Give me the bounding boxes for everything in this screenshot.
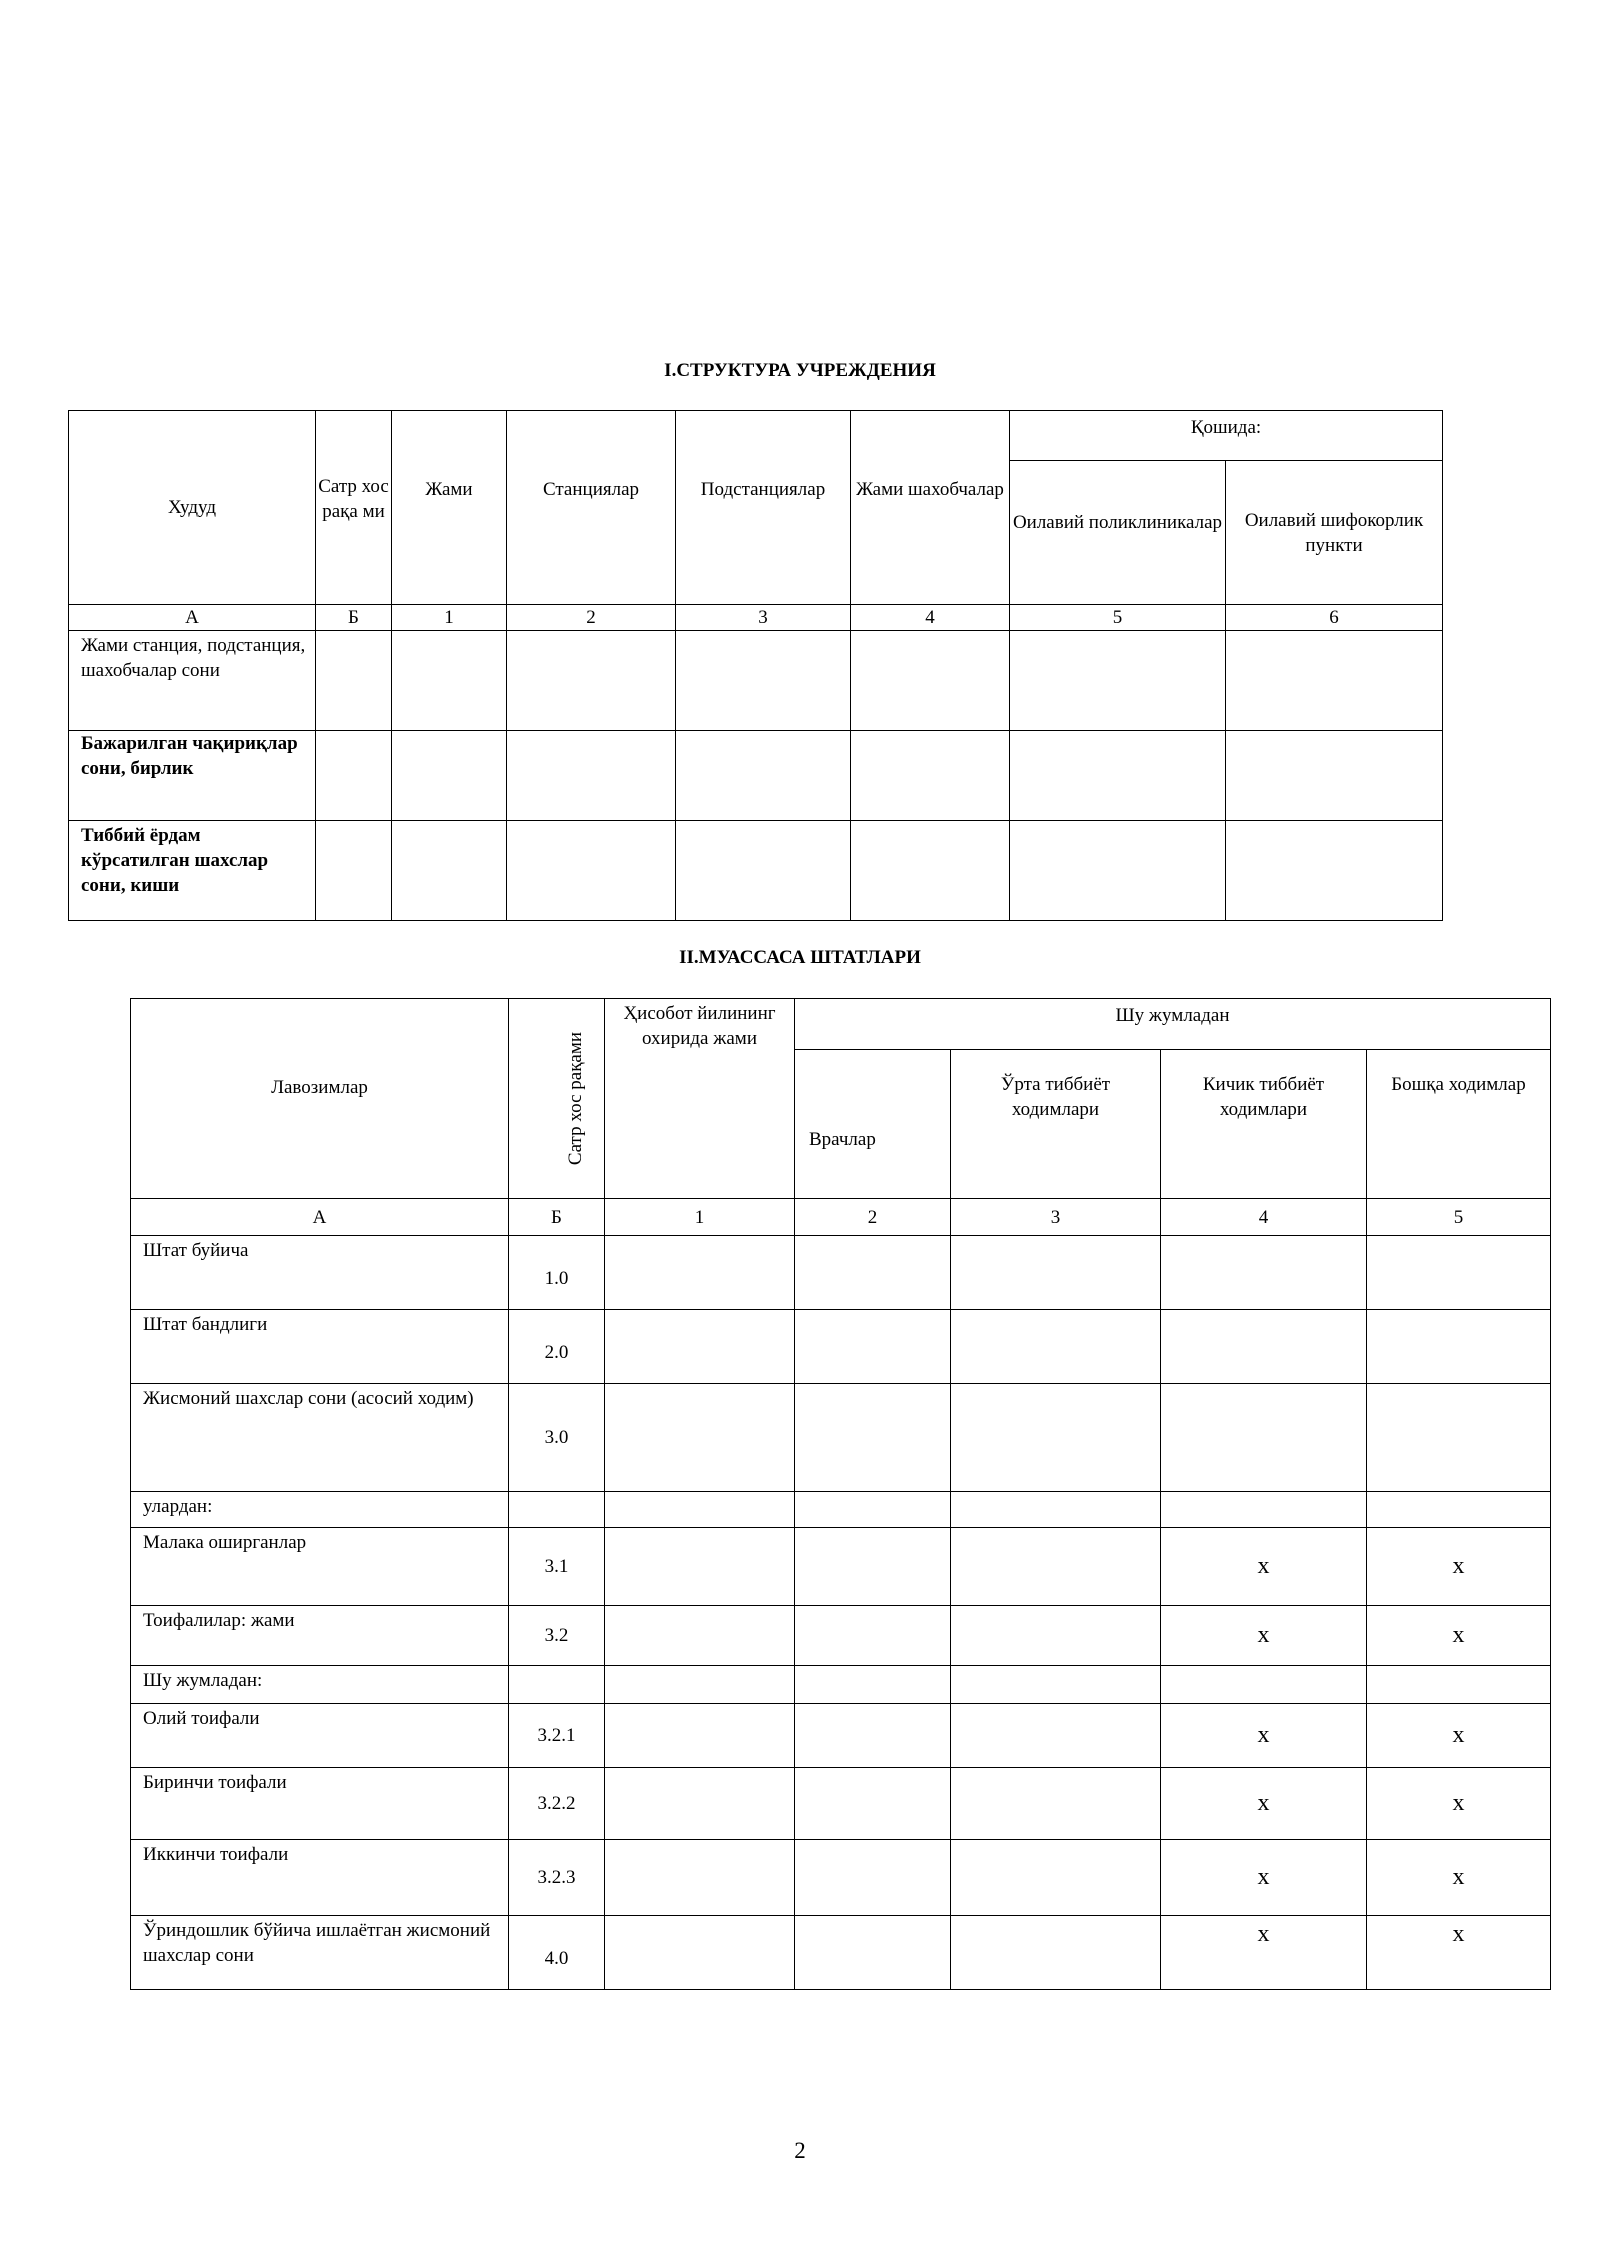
table-row [131,1492,1551,1528]
cell [605,1704,795,1768]
cell [1161,1236,1367,1310]
cell [507,821,676,921]
cell [676,631,851,731]
cell [851,631,1010,731]
cell [951,1606,1161,1666]
cell [605,1666,795,1704]
header-row-code [509,999,605,1199]
row-code: 3.1 [509,1528,605,1606]
cell [951,1704,1161,1768]
row-code [509,1492,605,1528]
cell [795,1310,951,1384]
cell [1226,631,1443,731]
row-label: Шу жумладан: [131,1666,509,1704]
column-key: Б [509,1199,605,1236]
table-row [69,821,1443,921]
cell [605,1840,795,1916]
row-code [509,1666,605,1704]
structure-table [68,410,1443,921]
header-family-medical-points: Оилавий шифокорлик пункти [1226,461,1443,605]
cell [1367,1666,1551,1704]
cell-x-mark: х [1367,1704,1551,1768]
cell [1226,821,1443,921]
cell-x-mark: х [1367,1840,1551,1916]
cell [507,631,676,731]
row-code: 4.0 [509,1916,605,1990]
header-row-code: Сатр хос рақа ми [316,411,392,605]
cell-x-mark: х [1367,1606,1551,1666]
column-key-row [69,605,1443,631]
cell [951,1666,1161,1704]
cell [1161,1492,1367,1528]
cell-x-mark: х [1161,1528,1367,1606]
table-row [131,1528,1551,1606]
staff-table [130,998,1551,1990]
cell [392,821,507,921]
row-label: Жами станция, подстанция, шахобчалар сони [69,631,316,731]
cell [392,731,507,821]
cell [851,731,1010,821]
header-total-branches: Жами шахобчалар [851,411,1010,605]
cell [951,1840,1161,1916]
column-key: 6 [1226,605,1443,631]
header-positions: Лавозимлар [131,999,509,1199]
column-key: А [69,605,316,631]
column-key: Б [316,605,392,631]
row-code: 2.0 [509,1310,605,1384]
cell [316,631,392,731]
header-total-year-end: Ҳисобот йилининг охирида жами [605,999,795,1199]
table-row [131,1840,1551,1916]
cell [1367,1492,1551,1528]
cell [1367,1236,1551,1310]
row-label: улардан: [131,1492,509,1528]
header-row-code-text: Сатр хос рақами [565,1031,587,1166]
cell [795,1840,951,1916]
cell [795,1492,951,1528]
column-key: 2 [795,1199,951,1236]
column-key: 1 [605,1199,795,1236]
header-other-staff: Бошқа ходимлар [1367,1050,1551,1199]
header-junior-medical: Кичик тиббиёт ходимлари [1161,1050,1367,1199]
row-label: Олий тоифали [131,1704,509,1768]
section2-title: II.МУАССАСА ШТАТЛАРИ [679,947,921,968]
cell [605,1492,795,1528]
cell-x-mark: х [1161,1916,1367,1990]
cell-x-mark: х [1161,1840,1367,1916]
header-substations: Подстанциялар [676,411,851,605]
cell [605,1310,795,1384]
row-label: Штат буйича [131,1236,509,1310]
header-region: Худуд [69,411,316,605]
cell [1367,1310,1551,1384]
cell [795,1704,951,1768]
table-row [131,1704,1551,1768]
cell [392,631,507,731]
row-label: Бажарилган чақириқлар сони, бирлик [69,731,316,821]
table-row [131,1768,1551,1840]
row-label: Ўриндошлик бўйича ишлаётган жисмоний шахслар сони [131,1916,509,1990]
cell [605,1384,795,1492]
table-row [69,631,1443,731]
column-key: 4 [851,605,1010,631]
column-key: 5 [1010,605,1226,631]
cell-x-mark: х [1367,1768,1551,1840]
row-label: Малака оширганлар [131,1528,509,1606]
header-doctors: Врачлар [795,1050,951,1199]
header-including: Қошида: [1010,411,1443,461]
column-key: 4 [1161,1199,1367,1236]
column-key-row [131,1199,1551,1236]
cell [676,821,851,921]
cell-x-mark: х [1161,1768,1367,1840]
cell [851,821,1010,921]
row-label: Биринчи тоифали [131,1768,509,1840]
cell [951,1236,1161,1310]
column-key: 2 [507,605,676,631]
cell [605,1916,795,1990]
table-row [69,731,1443,821]
section1-title: I.СТРУКТУРА УЧРЕЖДЕНИЯ [664,360,936,381]
cell [951,1310,1161,1384]
table-row [131,1916,1551,1990]
cell [795,1916,951,1990]
cell [1226,731,1443,821]
row-code: 1.0 [509,1236,605,1310]
cell [507,731,676,821]
cell [1010,731,1226,821]
page-number: 2 [794,2138,806,2163]
cell [605,1606,795,1666]
header-stations: Станциялар [507,411,676,605]
row-label: Тиббий ёрдам кўрсатилган шахслар сони, киши [69,821,316,921]
cell [951,1492,1161,1528]
cell [951,1768,1161,1840]
cell [316,821,392,921]
column-key: 5 [1367,1199,1551,1236]
cell-x-mark: х [1367,1528,1551,1606]
column-key: 1 [392,605,507,631]
cell [676,731,851,821]
header-including: Шу жумладан [795,999,1551,1050]
cell [1161,1310,1367,1384]
cell [951,1384,1161,1492]
column-key: А [131,1199,509,1236]
row-code: 3.2.2 [509,1768,605,1840]
cell [795,1606,951,1666]
cell [951,1528,1161,1606]
cell [795,1384,951,1492]
cell [605,1236,795,1310]
column-key: 3 [676,605,851,631]
cell [1010,821,1226,921]
row-code: 3.2.1 [509,1704,605,1768]
cell [1161,1666,1367,1704]
row-label: Иккинчи тоифали [131,1840,509,1916]
cell-x-mark: х [1161,1606,1367,1666]
column-key: 3 [951,1199,1161,1236]
cell [795,1666,951,1704]
header-mid-medical: Ўрта тиббиёт ходимлари [951,1050,1161,1199]
row-code: 3.2.3 [509,1840,605,1916]
row-label: Тоифалилар: жами [131,1606,509,1666]
table-row [131,1384,1551,1492]
cell [1010,631,1226,731]
row-label: Штат бандлиги [131,1310,509,1384]
row-label: Жисмоний шахслар сони (асосий ходим) [131,1384,509,1492]
row-code: 3.0 [509,1384,605,1492]
cell [605,1768,795,1840]
cell [605,1528,795,1606]
cell [316,731,392,821]
cell-x-mark: х [1161,1704,1367,1768]
table-row [131,1666,1551,1704]
header-family-polyclinics: Оилавий поликлиникалар [1010,461,1226,605]
table-row [131,1310,1551,1384]
table-row [131,1236,1551,1310]
cell [1367,1384,1551,1492]
cell [795,1236,951,1310]
cell-x-mark: х [1367,1916,1551,1990]
cell [1161,1384,1367,1492]
row-code: 3.2 [509,1606,605,1666]
table-row [131,1606,1551,1666]
cell [951,1916,1161,1990]
cell [795,1768,951,1840]
header-total: Жами [392,411,507,605]
cell [795,1528,951,1606]
